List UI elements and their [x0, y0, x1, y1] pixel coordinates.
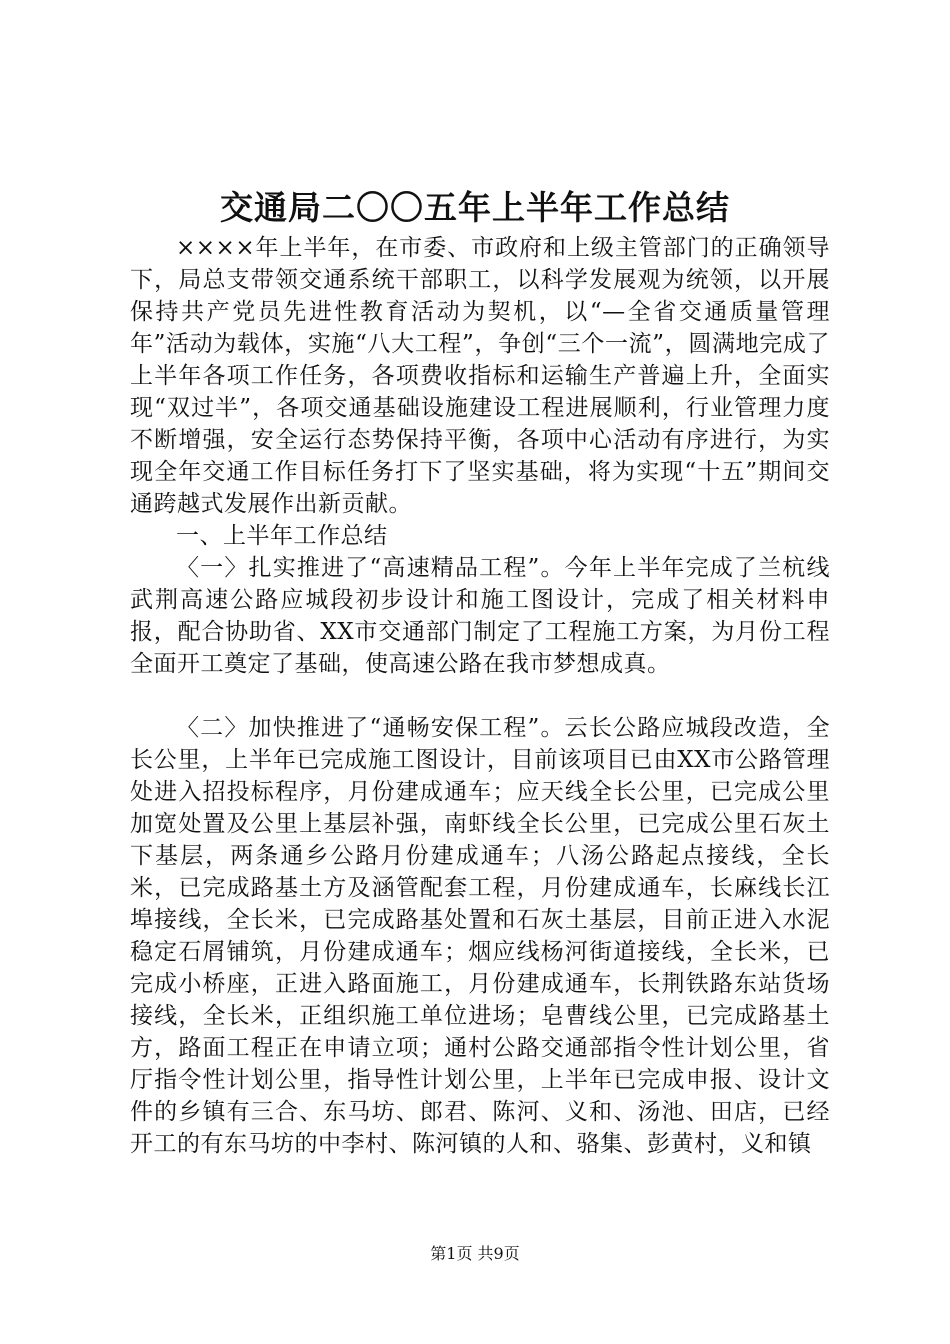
document-title: 交通局二〇〇五年上半年工作总结: [220, 188, 730, 227]
section-heading: 一、上半年工作总结: [176, 523, 388, 549]
page-number-footer: 第1页 共9页: [430, 1244, 520, 1263]
intro-paragraph: ××××年上半年，在市委、市政府和上级主管部门的正确领导下，局总支带领交通系统干部职工，以科学发展观为统领，以开展保持共产党员先进性教育活动为契机，以“—全省交通质量管理年”活动为载体，实施“八大工程”，争创“三个一流”，圆满地完成了上半年各项工作任务，各项费收指标和运输生产普遍上升，全面实现“双过半”，各项交通基础设施建设工程进展顺利，行业管理力度不断增强，安全运行态势保持平衡，各项中心活动有序进行，为实现全年交通工作目标任务打下了坚实基础，将为实现“十五”期间交通跨越式发展作出新贡献。: [130, 235, 830, 517]
subsection-paragraph-1: 〈一〉扎实推进了“高速精品工程”。今年上半年完成了兰杭线武荆高速公路应城段初步设计和施工图设计，完成了相关材料申报，配合协助省、XX市交通部门制定了工程施工方案，为月份工程全面开工奠定了基础，使高速公路在我市梦想成真。: [130, 555, 830, 677]
subsection-paragraph-2: 〈二〉加快推进了“通畅安保工程”。云长公路应城段改造，全长公里，上半年已完成施工图设计，目前该项目已由XX市公路管理处进入招投标程序，月份建成通车；应天线全长公里，已完成公里加宽处置及公里上基层补强，南虾线全长公里，已完成公里石灰土下基层，两条通乡公路月份建成通车；八汤公路起点接线，全长米，已完成路基土方及涵管配套工程，月份建成通车，长麻线长江埠接线，全长米，已完成路基处置和石灰土基层，目前正进入水泥稳定石屑铺筑，月份建成通车；烟应线杨河街道接线，全长米，已完成小桥座，正进入路面施工，月份建成通车，长荆铁路东站货场接线，全长米，正组织施工单位进场；皂曹线公里，已完成路基土方，路面工程正在申请立项；通村公路交通部指令性计划公里，省厅指令性计划公里，指导性计划公里，上半年已完成申报、设计文件的乡镇有三合、东马坊、郎君、陈河、义和、汤池、田店，已经开工的有东马坊的中李村、陈河镇的人和、骆集、彭黄村，义和镇: [130, 715, 830, 1157]
document-body: [130, 232, 830, 1160]
